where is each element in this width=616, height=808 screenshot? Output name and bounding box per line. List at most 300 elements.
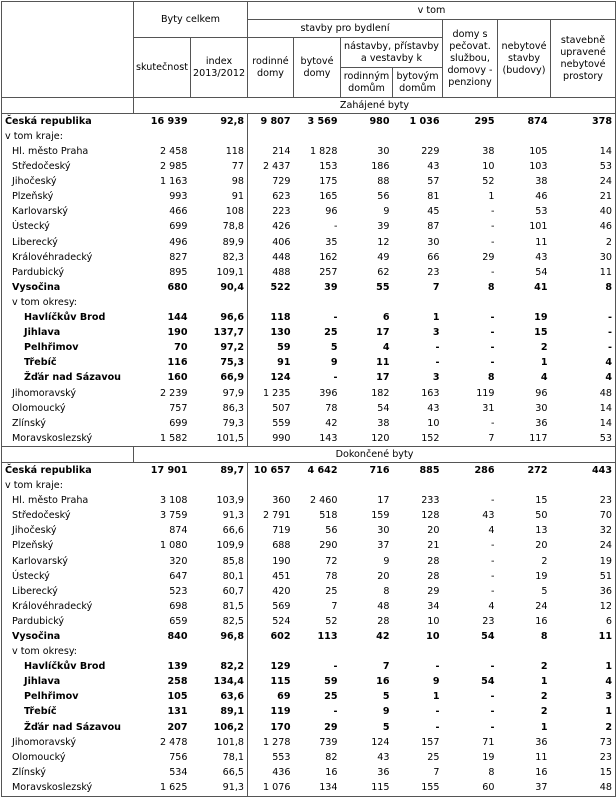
header-byty-celkem: Byty celkem [134, 2, 248, 38]
cell-value: 59 [277, 342, 291, 354]
cell-value: 80,1 [191, 569, 248, 584]
cell-value: 19 [535, 570, 548, 582]
cell-value: 4 [551, 371, 616, 386]
header-rodinne-domy: rodinné domy [248, 38, 294, 98]
cell-value: 15 [551, 765, 616, 780]
cell-value: 716 [341, 463, 393, 479]
table-row [2, 129, 616, 144]
cell-value: 2 437 [263, 161, 291, 173]
cell-value: 13 [535, 525, 548, 537]
header-bytovym-domum: bytovým domům [393, 68, 443, 98]
cell-value: 2 [541, 555, 548, 567]
cell-value [551, 479, 616, 494]
cell-value [248, 129, 294, 144]
table-row [2, 311, 616, 326]
cell-value: 139 [167, 661, 188, 673]
cell-value: 30 [551, 250, 616, 265]
cell-value: 38 [535, 176, 548, 188]
cell-value: - [490, 661, 495, 673]
cell-value: 524 [272, 615, 291, 627]
cell-value: 29 [427, 585, 440, 597]
cell-value: 623 [272, 191, 291, 203]
cell-value: 72 [325, 555, 338, 567]
cell-value: 874 [498, 114, 551, 130]
cell-value: 78 [325, 570, 338, 582]
cell-value: 190 [167, 327, 188, 339]
header-domy-s-pecovatelskou: domy s pečovat. službou, domovy - penziony [443, 20, 498, 98]
header-skutecnost: skutečnost [134, 38, 191, 98]
cell-value: 43 [482, 510, 495, 522]
cell-value: 97,2 [191, 341, 248, 356]
cell-value: 157 [421, 736, 440, 748]
cell-value: 10 [426, 631, 440, 643]
table-row [2, 205, 616, 220]
cell-value: 153 [319, 161, 338, 173]
cell-value: 360 [272, 495, 291, 507]
cell-value: 82 [325, 751, 338, 763]
cell-value: 118 [270, 312, 291, 324]
cell-value: 89,7 [191, 463, 248, 479]
cell-value: 1 [540, 357, 548, 369]
row-label: Středočeský [2, 509, 134, 524]
cell-value: 96,6 [191, 311, 248, 326]
table-row [2, 190, 616, 205]
cell-value: 840 [167, 631, 188, 643]
corner-cell [2, 2, 134, 98]
row-label: Třebíč [2, 705, 134, 720]
cell-value: 96 [535, 387, 548, 399]
cell-value: 56 [377, 191, 390, 203]
cell-value: 602 [270, 631, 291, 643]
cell-value: 12 [551, 599, 616, 614]
header-v-tom: v tom [248, 2, 616, 20]
row-label: Třebíč [2, 356, 134, 371]
cell-value: 23 [551, 750, 616, 765]
cell-value: 272 [498, 463, 551, 479]
cell-value: 9 [432, 676, 440, 688]
cell-value: - [490, 357, 495, 369]
cell-value: 466 [169, 206, 188, 218]
cell-value: 19 [534, 312, 548, 324]
cell-value [498, 295, 551, 310]
cell-value: 2 [540, 706, 548, 718]
cell-value: 32 [551, 524, 616, 539]
cell-value: 443 [551, 463, 616, 479]
cell-value [294, 479, 341, 494]
row-label: Havlíčkův Brod [2, 660, 134, 675]
cell-value [191, 129, 248, 144]
cell-value: 120 [371, 432, 390, 444]
cell-value: 30 [377, 525, 390, 537]
cell-value: 1 080 [160, 540, 188, 552]
header-index: index 2013/2012 [191, 38, 248, 98]
cell-value: 426 [272, 221, 291, 233]
table-row [2, 235, 616, 250]
cell-value: 29 [324, 721, 338, 733]
cell-value: 89,1 [191, 705, 248, 720]
cell-value: 91,3 [191, 509, 248, 524]
cell-value: 827 [169, 251, 188, 263]
cell-value: 124 [371, 736, 390, 748]
cell-value: 2 460 [310, 495, 338, 507]
cell-value: 1 [488, 191, 495, 203]
cell-value: 320 [169, 555, 188, 567]
cell-value: - [551, 341, 616, 356]
cell-value: 11 [535, 751, 548, 763]
cell-value: 69 [277, 691, 291, 703]
row-label: Liberecký [2, 235, 134, 250]
cell-value: 71 [482, 736, 495, 748]
cell-value: 119 [270, 706, 291, 718]
row-label: v tom kraje: [2, 129, 134, 144]
cell-value: 699 [169, 221, 188, 233]
table-row [2, 295, 616, 310]
cell-value: - [333, 312, 338, 324]
cell-value: 8 [487, 281, 495, 293]
cell-value: - [333, 706, 338, 718]
cell-value: - [490, 706, 495, 718]
cell-value: 24 [551, 539, 616, 554]
cell-value: 34 [427, 600, 440, 612]
cell-value: 42 [325, 417, 338, 429]
cell-value: 30 [377, 146, 390, 158]
table-row [2, 144, 616, 159]
table-row [2, 690, 616, 705]
cell-value: - [551, 326, 616, 341]
table-row [2, 750, 616, 765]
cell-value: 10 657 [248, 463, 294, 479]
cell-value: - [333, 372, 338, 384]
cell-value: 5 [541, 585, 548, 597]
cell-value: 60,7 [191, 584, 248, 599]
cell-value: 24 [551, 175, 616, 190]
row-label: Jihočeský [2, 524, 134, 539]
cell-value: 101,8 [191, 735, 248, 750]
cell-value [443, 645, 498, 660]
header-stavebne-upravene: stavebně upravené nebytové prostory [551, 20, 616, 98]
cell-value: 9 [383, 555, 390, 567]
row-label: Hl. město Praha [2, 494, 134, 509]
cell-value: 101,5 [191, 431, 248, 447]
cell-value: - [490, 691, 495, 703]
cell-value: 38 [482, 146, 495, 158]
cell-value: 36 [535, 417, 548, 429]
cell-value [341, 295, 393, 310]
cell-value: 2 [540, 691, 548, 703]
cell-value [498, 479, 551, 494]
row-label: v tom kraje: [2, 479, 134, 494]
row-label: Ústecký [2, 569, 134, 584]
cell-value: 1 582 [160, 432, 188, 444]
cell-value: 31 [482, 402, 495, 414]
table-row [2, 401, 616, 416]
cell-value: 406 [272, 236, 291, 248]
cell-value: 9 [383, 206, 390, 218]
cell-value: 36 [377, 766, 390, 778]
cell-value: 2 791 [263, 510, 291, 522]
cell-value: 85,8 [191, 554, 248, 569]
table-row [2, 114, 616, 130]
cell-value: 46 [551, 220, 616, 235]
row-label: Královéhradecký [2, 599, 134, 614]
table-row [2, 524, 616, 539]
cell-value: 43 [427, 402, 440, 414]
cell-value [498, 645, 551, 660]
cell-value: 507 [272, 402, 291, 414]
cell-value [551, 645, 616, 660]
cell-value: 2 [551, 720, 616, 735]
cell-value: 8 [540, 631, 548, 643]
cell-value [294, 295, 341, 310]
cell-value: 3 759 [160, 510, 188, 522]
cell-value: 81 [427, 191, 440, 203]
cell-value: 36 [551, 584, 616, 599]
row-label: Plzeňský [2, 539, 134, 554]
cell-value: 62 [377, 266, 390, 278]
cell-value: 91 [277, 357, 291, 369]
cell-value: 1 828 [310, 146, 338, 158]
table-row [2, 220, 616, 235]
cell-value: 50 [535, 510, 548, 522]
row-label: Pardubický [2, 265, 134, 280]
row-label: Hl. město Praha [2, 144, 134, 159]
table-row [2, 341, 616, 356]
cell-value: 8 [488, 766, 495, 778]
cell-value: 66,9 [191, 371, 248, 386]
cell-value: - [491, 570, 495, 582]
cell-value: 258 [167, 676, 188, 688]
section-title: Zahájené byty [134, 98, 616, 114]
cell-value: 757 [169, 402, 188, 414]
cell-value: 55 [376, 281, 390, 293]
cell-value: 28 [427, 555, 440, 567]
cell-value: 54 [481, 676, 495, 688]
cell-value: 4 [488, 525, 495, 537]
cell-value: 43 [535, 251, 548, 263]
cell-value: 75,3 [191, 356, 248, 371]
cell-value: 87 [427, 221, 440, 233]
cell-value: 7 [331, 600, 338, 612]
cell-value: 109,9 [191, 539, 248, 554]
cell-value: 131 [167, 706, 188, 718]
cell-value: 165 [319, 191, 338, 203]
cell-value: - [435, 706, 440, 718]
cell-value: 1 [432, 312, 440, 324]
cell-value: 10 [482, 161, 495, 173]
cell-value: 2 478 [160, 736, 188, 748]
cell-value: 10 [427, 615, 440, 627]
cell-value [341, 479, 393, 494]
cell-value: 86,3 [191, 401, 248, 416]
cell-value: 233 [421, 495, 440, 507]
table-row [2, 765, 616, 780]
table-row [2, 660, 616, 675]
cell-value: - [490, 312, 495, 324]
table-row [2, 629, 616, 644]
row-label: Jihočeský [2, 175, 134, 190]
cell-value: 11 [551, 265, 616, 280]
table-row [2, 645, 616, 660]
row-label: Vysočina [2, 280, 134, 295]
cell-value: 20 [427, 525, 440, 537]
cell-value: 488 [272, 266, 291, 278]
cell-value: 117 [529, 432, 548, 444]
table-row [2, 780, 616, 796]
row-label: Královéhradecký [2, 250, 134, 265]
cell-value: 4 [488, 600, 495, 612]
section-title: Dokončené byty [134, 447, 616, 463]
cell-value: 54 [377, 402, 390, 414]
cell-value: - [490, 721, 495, 733]
cell-value: 56 [325, 525, 338, 537]
cell-value: 290 [319, 540, 338, 552]
cell-value: 52 [325, 615, 338, 627]
cell-value [134, 129, 191, 144]
row-label: Pelhřimov [2, 341, 134, 356]
cell-value: 48 [551, 386, 616, 401]
cell-value: 25 [427, 751, 440, 763]
cell-value: 448 [272, 251, 291, 263]
cell-value: - [435, 661, 440, 673]
cell-value: 162 [319, 251, 338, 263]
cell-value: 699 [169, 417, 188, 429]
cell-value [191, 645, 248, 660]
cell-value: 12 [377, 236, 390, 248]
cell-value: 1 163 [160, 176, 188, 188]
cell-value: 45 [427, 206, 440, 218]
cell-value: 14 [551, 401, 616, 416]
row-label: Moravskoslezský [2, 780, 134, 796]
cell-value: 396 [319, 387, 338, 399]
cell-value: 523 [169, 585, 188, 597]
cell-value: - [435, 721, 440, 733]
header-rodinnym-domum: rodinným domům [341, 68, 393, 98]
row-label: Středočeský [2, 160, 134, 175]
cell-value: 378 [551, 114, 616, 130]
cell-value: 16 939 [134, 114, 191, 130]
row-label: Pelhřimov [2, 690, 134, 705]
table-row [2, 326, 616, 341]
cell-value: 25 [324, 691, 338, 703]
cell-value: 115 [341, 780, 393, 796]
table-row [2, 479, 616, 494]
cell-value: 42 [376, 631, 390, 643]
row-label: Vysočina [2, 629, 134, 644]
cell-value: 436 [272, 766, 291, 778]
row-label: Karlovarský [2, 554, 134, 569]
row-label: Zlínský [2, 416, 134, 431]
cell-value: 4 [551, 675, 616, 690]
cell-value: 11 [551, 629, 616, 644]
cell-value: 223 [272, 206, 291, 218]
table-row [2, 509, 616, 524]
cell-value [341, 645, 393, 660]
cell-value: 137,7 [191, 326, 248, 341]
cell-value: 66,6 [191, 524, 248, 539]
cell-value: 24 [535, 600, 548, 612]
cell-value: - [491, 417, 495, 429]
cell-value: 518 [319, 510, 338, 522]
cell-value: 152 [421, 432, 440, 444]
cell-value: 143 [319, 432, 338, 444]
cell-value: 23 [551, 494, 616, 509]
cell-value: 88 [377, 176, 390, 188]
section-label-spacer [2, 447, 134, 463]
cell-value: 659 [169, 615, 188, 627]
table-row [2, 250, 616, 265]
table-row [2, 356, 616, 371]
cell-value: 48 [551, 780, 616, 796]
table-row [2, 431, 616, 447]
cell-value: 4 [540, 372, 548, 384]
cell-value: 43 [427, 161, 440, 173]
cell-value: 522 [270, 281, 291, 293]
cell-value: 28 [427, 570, 440, 582]
cell-value: 2 458 [160, 146, 188, 158]
cell-value [341, 129, 393, 144]
cell-value: 3 [551, 690, 616, 705]
cell-value [443, 295, 498, 310]
cell-value: 66,5 [191, 765, 248, 780]
cell-value: 35 [325, 236, 338, 248]
cell-value: - [334, 221, 338, 233]
cell-value: 186 [371, 161, 390, 173]
cell-value: 7 [433, 766, 440, 778]
table-body [2, 98, 616, 796]
cell-value: 78,1 [191, 750, 248, 765]
cell-value: 8 [551, 280, 616, 295]
cell-value: 30 [535, 402, 548, 414]
cell-value: 9 807 [248, 114, 294, 130]
cell-value: 6 [382, 312, 390, 324]
cell-value: 3 569 [294, 114, 341, 130]
cell-value: - [491, 236, 495, 248]
cell-value: 16 [535, 766, 548, 778]
cell-value: 21 [427, 540, 440, 552]
cell-value: 2 [540, 342, 548, 354]
cell-value: 3 [432, 327, 440, 339]
row-label: Plzeňský [2, 190, 134, 205]
cell-value: 8 [383, 585, 390, 597]
cell-value: 78,8 [191, 220, 248, 235]
cell-value: 124 [270, 372, 291, 384]
cell-value: 25 [325, 585, 338, 597]
table-row [2, 539, 616, 554]
cell-value: 97,9 [191, 386, 248, 401]
cell-value: 90,4 [191, 280, 248, 295]
cell-value: 11 [376, 357, 390, 369]
cell-value: - [333, 661, 338, 673]
cell-value: 81,5 [191, 599, 248, 614]
cell-value: 1 [551, 705, 616, 720]
cell-value: 5 [330, 342, 338, 354]
row-label: Jihomoravský [2, 735, 134, 750]
cell-value: 9 [330, 357, 338, 369]
cell-value: 53 [551, 160, 616, 175]
cell-value: 895 [169, 266, 188, 278]
row-label: Jihlava [2, 675, 134, 690]
cell-value: 92,8 [191, 114, 248, 130]
table-row [2, 463, 616, 479]
cell-value: 21 [551, 190, 616, 205]
cell-value: 1 076 [248, 780, 294, 796]
cell-value: 190 [272, 555, 291, 567]
table-row [2, 720, 616, 735]
row-label: v tom okresy: [2, 295, 134, 310]
cell-value [551, 295, 616, 310]
cell-value: 66 [427, 251, 440, 263]
table-row [2, 371, 616, 386]
